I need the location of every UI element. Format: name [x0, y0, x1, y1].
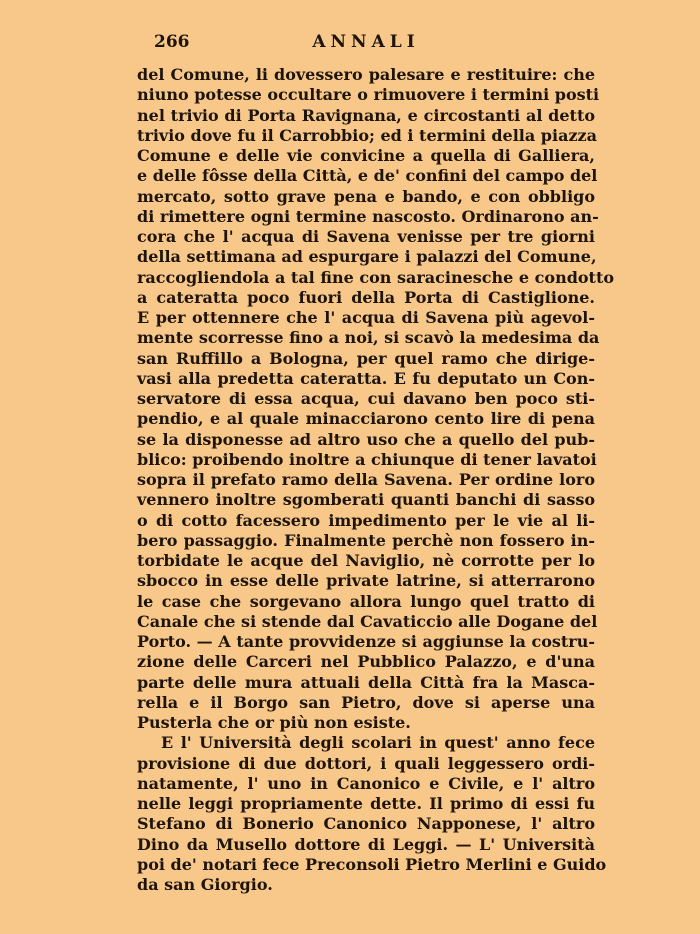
text-line: blico: proibendo inoltre a chiunque di tener lavatoi: [137, 449, 597, 469]
text-line: Canale che si stende dal Cavaticcio alle Dogane del: [137, 611, 598, 631]
text-line: E l' Università degli scolari in quest' anno fece: [161, 733, 595, 753]
text-line: vasi alla predetta cateratta. E fu deputato un Con-: [137, 368, 595, 388]
text-line: provisione di due dottori, i quali leggessero ordi-: [137, 753, 595, 773]
text-line: Dino da Musello dottore di Leggi. — L' Università: [137, 834, 595, 854]
text-line: Stefano di Bonerio Canonico Napponese, l' altro: [137, 814, 595, 834]
text-line: pendio, e al quale minacciarono cento lire di pena: [137, 409, 595, 429]
text-line: san Ruffillo a Bologna, per quel ramo che dirige-: [137, 348, 595, 368]
text-line: Porto. — A tante provvidenze si aggiunse la costru-: [137, 632, 595, 651]
page-number: 266: [154, 32, 190, 52]
text-line: da san Giorgio.: [137, 875, 273, 894]
text-line: zione delle Carceri nel Pubblico Palazzo, e d'una: [137, 652, 595, 672]
text-line: a cateratta poco fuori della Porta di Castiglione.: [137, 287, 595, 307]
text-line: cora che l' acqua di Savena venisse per tre giorni: [137, 227, 595, 246]
text-line: nel trivio di Porta Ravignana, e circostanti al detto: [137, 105, 595, 125]
text-line: mercato, sotto grave pena e bando, e con obbligo: [137, 186, 595, 206]
text-line: nelle leggi propriamente dette. Il primo di essi fu: [137, 794, 595, 813]
text-line: parte delle mura attuali della Città fra la Masca-: [137, 672, 595, 692]
text-line: natamente, l' uno in Canonico e Civile, e l' altro: [137, 773, 595, 793]
text-line: le case che sorgevano allora lungo quel tratto di: [137, 591, 595, 611]
text-line: E per ottennere che l' acqua di Savena più agevol-: [137, 308, 595, 327]
running-title: ANNALI: [312, 32, 420, 52]
text-line: Comune e delle vie convicine a quella di Galliera,: [137, 146, 595, 165]
text-line: bero passaggio. Finalmente perchè non fossero in-: [137, 530, 595, 550]
text-line: del Comune, li dovessero palesare e restituire: che: [137, 65, 595, 84]
text-line: raccogliendola a tal fine con saracinesche e condotto: [137, 267, 615, 287]
paragraph: [137, 733, 607, 895]
text-line: di rimettere ogni termine nascosto. Ordinarono an-: [137, 206, 599, 226]
text-line: servatore di essa acqua, cui davano ben poco sti-: [137, 389, 595, 408]
text-line: trivio dove fu il Carrobbio; ed i termini della piazza: [137, 125, 597, 145]
text-line: poi de' notari fece Preconsoli Pietro Merlini e Guido: [137, 854, 607, 874]
body-text: [137, 65, 615, 895]
text-line: torbidate le acque del Naviglio, nè corrotte per lo: [137, 551, 595, 570]
text-line: sbocco in esse delle private latrine, si atterrarono: [137, 571, 595, 591]
text-line: o di cotto facessero impedimento per le vie al li-: [137, 510, 595, 530]
text-line: niuno potesse occultare o rimuovere i termini posti: [137, 85, 600, 105]
text-line: della settimana ad espurgare i palazzi del Comune,: [137, 247, 597, 267]
paragraph: [137, 65, 615, 733]
text-line: sopra il prefato ramo della Savena. Per ordine loro: [137, 470, 595, 489]
text-line: se la disponesse ad altro uso che a quello del pub-: [137, 429, 595, 449]
text-line: rella e il Borgo san Pietro, dove si aperse una: [137, 692, 595, 712]
text-line: mente scorresse fino a noi, si scavò la medesima da: [137, 328, 600, 348]
text-line: vennero inoltre sgomberati quanti banchi di sasso: [137, 490, 595, 510]
page-header: [137, 32, 595, 54]
text-line: Pusterla che or più non esiste.: [137, 713, 411, 732]
text-line: e delle fôsse della Città, e de' confini del campo del: [137, 166, 598, 186]
